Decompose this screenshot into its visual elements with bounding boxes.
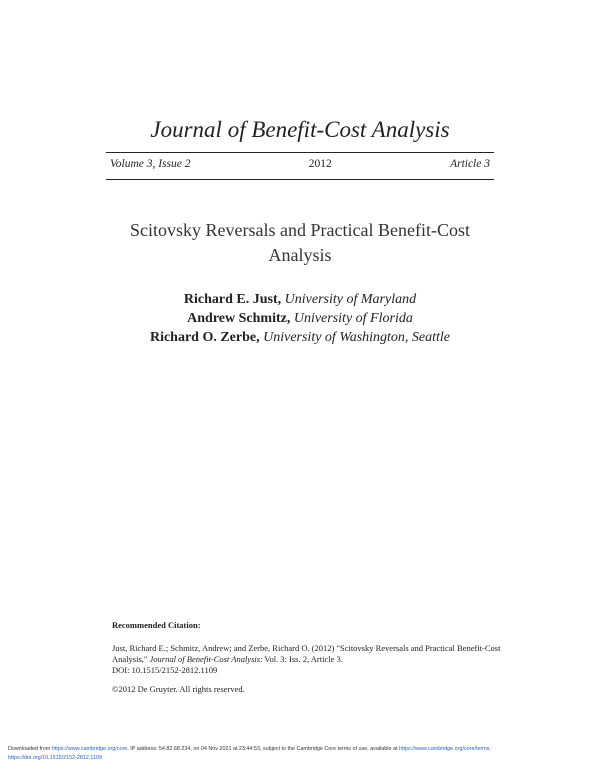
header-rule-top bbox=[106, 152, 494, 153]
article-number: Article 3 bbox=[450, 158, 490, 170]
header-rule-bottom bbox=[106, 179, 494, 180]
cambridge-core-link[interactable]: https://www.cambridge.org/core bbox=[51, 746, 128, 752]
journal-title: Journal of Benefit-Cost Analysis bbox=[150, 117, 450, 142]
author-affiliation: University of Florida bbox=[293, 311, 413, 326]
download-suffix: . bbox=[489, 746, 491, 752]
author-list bbox=[0, 290, 600, 347]
publication-year: 2012 bbox=[308, 158, 332, 170]
doi-link[interactable]: https://doi.org/10.1515/2152-2812.1109 bbox=[8, 755, 103, 761]
download-prefix: Downloaded from bbox=[8, 746, 52, 752]
author-entry bbox=[0, 309, 600, 328]
citation-text-before: Just, Richard E.; Schmitz, Andrew; and Zerbe, Richard O. (2012) "Scitovsky Reversals and Practical Benefit-Cost Analysis," bbox=[112, 643, 501, 664]
citation-text-after: : Vol. 3: Iss. 2, Article 3. bbox=[260, 654, 343, 664]
paper-title: Scitovsky Reversals and Practical Benefit-Cost Analysis bbox=[130, 220, 470, 265]
author-name: Richard E. Just, bbox=[183, 292, 282, 307]
citation-heading: Recommended Citation: bbox=[112, 620, 201, 630]
citation-journal: Journal of Benefit-Cost Analysis bbox=[149, 654, 261, 664]
citation-text bbox=[112, 643, 502, 676]
recommended-citation bbox=[112, 620, 502, 695]
author-name: Andrew Schmitz, bbox=[187, 311, 291, 326]
author-affiliation: University of Maryland bbox=[284, 292, 417, 307]
author-name: Richard O. Zerbe, bbox=[149, 330, 260, 345]
terms-link[interactable]: https://www.cambridge.org/core/terms bbox=[398, 746, 490, 752]
copyright-notice: ©2012 De Gruyter. All rights reserved. bbox=[112, 684, 245, 694]
citation-doi: DOI: 10.1515/2152-2812.1109 bbox=[112, 665, 218, 675]
download-notice bbox=[8, 745, 594, 763]
author-affiliation: University of Washington, Seattle bbox=[263, 330, 451, 345]
author-entry bbox=[0, 328, 600, 347]
volume-issue: Volume 3, Issue 2 bbox=[110, 158, 191, 170]
issue-info-row bbox=[110, 158, 490, 170]
author-entry bbox=[0, 290, 600, 309]
download-middle: . IP address: 54.82.68.234, on 04 Nov 2021 at 23:44:53, subject to the Cambridge Core terms of use, available at bbox=[127, 746, 399, 752]
